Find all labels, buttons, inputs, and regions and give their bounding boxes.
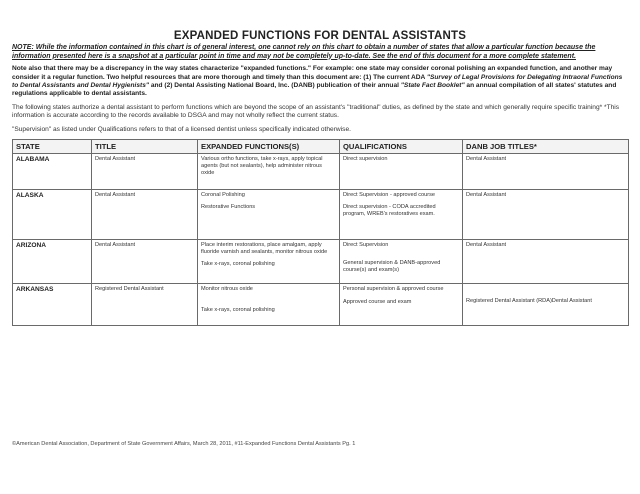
qualification-item: Direct Supervision [343,242,389,249]
discrepancy-text-e: an annual compilation of all states' statutes and regulations applicable to dental assistants. [12,82,617,98]
document-title: EXPANDED FUNCTIONS FOR DENTAL ASSISTANTS [173,30,467,42]
discrepancy-paragraph [12,65,628,99]
qualification-item: Direct supervision - CODA accredited program, WREB's restoratives exam. [343,204,436,218]
footer-copyright: ©American Dental Association, Department of State Government Affairs, March 28, 2011, #11-Expanded Functions Dental Assistants Pg. 1 [12,441,356,447]
table-row [13,154,629,190]
header-state: STATE [13,140,92,154]
danb-cell: Dental Assistant [463,154,629,190]
qualifications-cell [340,284,463,326]
state-cell: ALASKA [13,190,92,240]
qualification-item: Personal supervision & approved course [343,286,444,293]
table-header-row [13,140,629,154]
table-row [13,190,629,240]
discrepancy-text-a: Note also that there may be a discrepancy in the way states characterize "expanded functions." For example: one state may consider coronal polishing an expanded function, and another may consider it a regular function. Two helpful resources that are more thorough and timely than this document are: (1) The current ADA [12,65,613,81]
state-cell: ARIZONA [13,240,92,284]
qualification-item: Direct Supervision - approved course [343,192,436,199]
qualification-item: Direct supervision [343,156,388,163]
function-item: Take x-rays, coronal polishing [201,261,275,268]
function-item: Coronal Polishing [201,192,245,199]
state-fact-booklet-title: "State Fact Booklet" [400,82,465,89]
state-cell: ARKANSAS [13,284,92,326]
danb-cell [463,284,629,326]
functions-cell [198,190,340,240]
title-cell: Dental Assistant [92,190,198,240]
function-item: Various ortho functions, take x-rays, apply topical agents (but not sealants), help administer nitrous oxide [201,156,323,177]
function-item: Take x-rays, coronal polishing [201,307,275,314]
supervision-paragraph: "Supervision" as listed under Qualifications refers to that of a licensed dentist unless specifically indicated otherwise. [12,125,351,133]
ada-survey-title: "Survey of Legal Provisions for Delegating Intraoral Functions to Dental Assistants and Dental Hygienists" [12,73,623,89]
title-cell: Registered Dental Assistant [92,284,198,326]
functions-cell [198,154,340,190]
functions-cell [198,284,340,326]
header-danb-job-titles: DANB JOB TITLES* [463,140,629,154]
danb-title-item: Registered Dental Assistant (RDA)Dental Assistant [466,298,592,305]
danb-cell: Dental Assistant [463,190,629,240]
qualification-item: Approved course and exam [343,299,412,306]
expanded-functions-table [12,139,629,326]
qualifications-cell [340,154,463,190]
qualifications-cell [340,240,463,284]
title-cell: Dental Assistant [92,240,198,284]
header-title: TITLE [92,140,198,154]
disclaimer-note: NOTE: While the information contained in this chart is of general interest, one cannot rely on this chart to obtain a number of states that allow a particular function because the information presented here is a snapshot at a particular point in time and may not be completely up-to-date. See the end of this document for a more complete statement. [12,44,596,60]
functions-cell [198,240,340,284]
header-functions: EXPANDED FUNCTIONS(S) [198,140,340,154]
function-item: Restorative Functions [201,204,256,211]
function-item: Monitor nitrous oxide [201,286,253,293]
qualifications-cell [340,190,463,240]
state-cell: ALABAMA [13,154,92,190]
table-row [13,284,629,326]
authorization-paragraph: The following states authorize a dental assistant to perform functions which are beyond the scope of an assistant's "traditional" duties, as defined by the state and which generally require specific training* *This information is accurate according to the records available to DSGA and may not wholly reflect the current status. [12,103,620,120]
qualification-item: General supervision & DANB-approved course(s) and exam(s) [343,260,441,274]
title-cell: Dental Assistant [92,154,198,190]
header-qualifications: QUALIFICATIONS [340,140,463,154]
discrepancy-text-c: and (2) Dental Assisting National Board, Inc. (DANB) publication of their annual [148,82,401,89]
table-row [13,240,629,284]
danb-cell: Dental Assistant [463,240,629,284]
function-item: Place interim restorations, place amalgam, apply fluoride varnish and sealants, monitor nitrous oxide [201,242,328,256]
